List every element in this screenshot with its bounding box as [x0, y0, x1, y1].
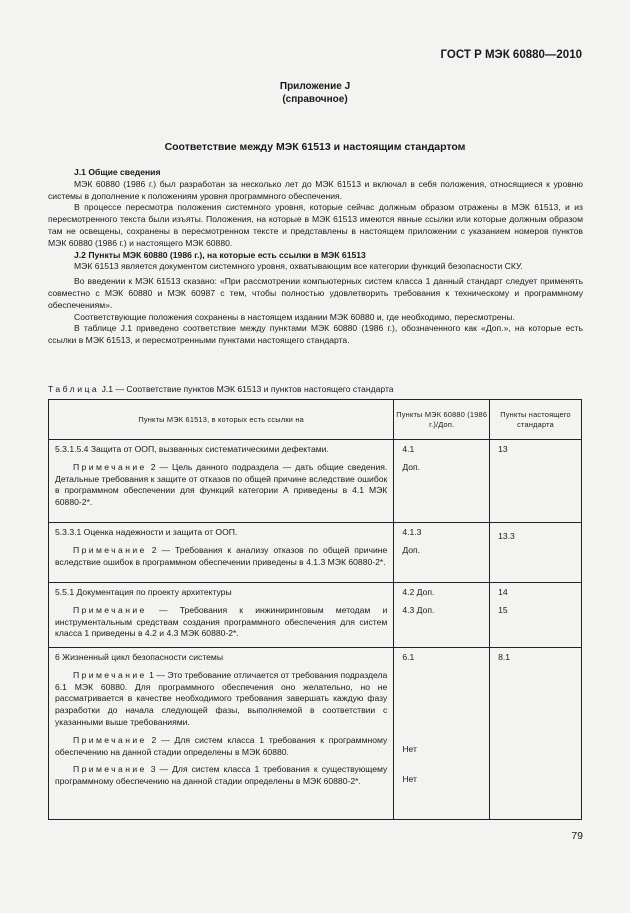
cell-value: 6.1 — [402, 652, 415, 662]
row-title: 5.3.3.1 Оценка надежности и защита от ООП. — [55, 527, 238, 537]
table-cell — [490, 523, 582, 583]
cell-value: 8.1 — [498, 652, 511, 662]
note-text: 2 — Для систем класса 1 требования к программному обеспечению на данной стадии определены в МЭК 60880. — [55, 734, 388, 757]
row-title: 5.5.1 Документация по проекту архитектуры — [55, 587, 232, 597]
table-caption — [48, 384, 394, 394]
note-text: 1 — Это требование отличается от требования подраздела 6.1 МЭК 60880. Для программного обеспечения оно желательно, но не рассматривается в качестве необходимого требования завершать каждую фазу разработки до начала следующей фазы, выполняемой в соответствии с указанными выше требованиями. — [55, 669, 388, 727]
note — [55, 764, 387, 788]
header-cell: Пункты МЭК 60880 (1986 г.)/Доп. — [394, 400, 490, 440]
note — [55, 605, 387, 640]
annex-heading — [0, 80, 630, 106]
table-row — [49, 440, 582, 523]
table-cell — [394, 648, 490, 820]
paragraph: В таблице J.1 приведено соответствие между пунктами МЭК 60880 (1986 г.), обозначенного как «Доп.», на которые есть ссылки в МЭК 61513, и пересмотренными пунктами настоящего стандарта. — [48, 323, 583, 346]
table-cell — [394, 440, 490, 523]
paragraph: В процессе пересмотра положения системного уровня, которые сейчас должным образом отражены в МЭК 61513, и из пересмотренного текста были изъяты. Положения, на которые в МЭК 61513 имеются явные ссылки или которые должным образом там не освещены, сохранены в пересмотренном тексте и представлены в настоящем приложении с указанием номеров пунктов МЭК 60880 (1986 г.) и настоящего МЭК 60880. — [48, 202, 583, 248]
table-cell — [394, 523, 490, 583]
annex-title: Приложение J — [279, 81, 351, 92]
cell-value: 4.1.3 — [402, 527, 422, 537]
paragraph: МЭК 60880 (1986 г.) был разработан за несколько лет до МЭК 61513 и включал в себя положения, относящиеся к уровню системы в дополнение к положениям уровня программного обеспечения. — [48, 178, 583, 201]
cell-value: Нет — [402, 773, 417, 784]
cell-value: Доп. — [402, 461, 421, 472]
page-title: Соответствие между МЭК 61513 и настоящим стандартом — [164, 141, 466, 153]
header-cell: Пункты настоящего стандарта — [490, 400, 582, 440]
cell-value: 15 — [498, 604, 508, 615]
note — [55, 545, 387, 569]
note-label: Примечание — [73, 544, 147, 555]
paragraph: Во введении к МЭК 61513 сказано: «При рассмотрении компьютерных систем класса 1 данный стандарт следует применять совместно с МЭК 60880 и МЭК 60987 с тем, чтобы полностью удовлетворить требования к техническому и программному обеспечениям». — [48, 276, 583, 310]
table-cell — [490, 648, 582, 820]
header-cell: Пункты МЭК 61513, в которых есть ссылки на — [49, 400, 394, 440]
cell-value: 13 — [498, 444, 508, 454]
table-header-row — [49, 400, 582, 440]
cell-value: 13.3 — [498, 531, 515, 541]
note-text: — Требования к инжиниринговым методам и инструментальным средствам создания программного обеспечения для систем класса 1 приведены в 4.2 и 4.3 МЭК 60880-2*. — [55, 604, 388, 639]
caption-text: J.1 — Соответствие пунктов МЭК 61513 и пунктов настоящего стандарта — [101, 384, 394, 394]
cell-value: Нет — [402, 743, 417, 754]
section-heading-j2: J.2 Пункты МЭК 60880 (1986 г.), на которые есть ссылки в МЭК 61513 — [74, 249, 366, 260]
table-cell — [490, 440, 582, 523]
note-label: Примечание — [73, 461, 147, 472]
note-label: Примечание — [73, 764, 147, 775]
note-label: Примечание — [73, 734, 147, 745]
table-cell — [49, 440, 394, 523]
note — [55, 735, 387, 759]
note-text: 2 — Требования к анализу отказов по общей причине вследствие ошибок в программном обеспечении приведены в 4.1.3 МЭК 60880-2*. — [55, 544, 388, 567]
cell-value: Доп. — [402, 544, 421, 555]
page-number: 79 — [571, 830, 583, 842]
note-text: 2 — Цель данного подраздела — дать общие сведения. Детальные требования к защите от отказов по общей причине вследствие ошибок в программном обеспечении для функций категории А приведены в 4.1 МЭК 60880-2*. — [55, 461, 388, 508]
cell-value: 4.2 Доп. — [402, 587, 435, 597]
row-title: 6 Жизненный цикл безопасности системы — [55, 652, 224, 662]
note-text: 3 — Для систем класса 1 требования к существующему программному обеспечению на данной стадии определены в МЭК 60880-2*. — [55, 764, 388, 787]
table-row — [49, 583, 582, 648]
note-label: Примечание — [73, 669, 147, 680]
paragraph: Соответствующие положения сохранены в настоящем издании МЭК 60880 и, где необходимо, пересмотрены. — [74, 311, 515, 322]
doc-code: ГОСТ Р МЭК 60880—2010 — [440, 49, 582, 61]
table-cell — [49, 648, 394, 820]
table-cell — [49, 523, 394, 583]
annex-type: (справочное) — [282, 94, 348, 105]
correspondence-table — [48, 399, 582, 820]
table-row — [49, 648, 582, 820]
row-title: 5.3.1.5.4 Защита от ООП, вызванных систематическими дефектами. — [55, 444, 329, 454]
section-heading-j1: J.1 Общие сведения — [74, 167, 161, 177]
paragraph: МЭК 61513 является документом системного уровня, охватывающим все категории функций безопасности СКУ. — [74, 261, 523, 272]
cell-value: 4.1 — [402, 444, 415, 454]
body-text — [48, 167, 583, 347]
table-cell — [49, 583, 394, 648]
table-cell — [490, 583, 582, 648]
caption-label: Таблица — [48, 384, 100, 394]
cell-value: 4.3 Доп. — [402, 604, 435, 615]
note — [55, 670, 387, 729]
table-cell — [394, 583, 490, 648]
table-row — [49, 523, 582, 583]
cell-value: 14 — [498, 587, 508, 597]
note — [55, 462, 387, 509]
note-label: Примечание — [73, 604, 147, 615]
